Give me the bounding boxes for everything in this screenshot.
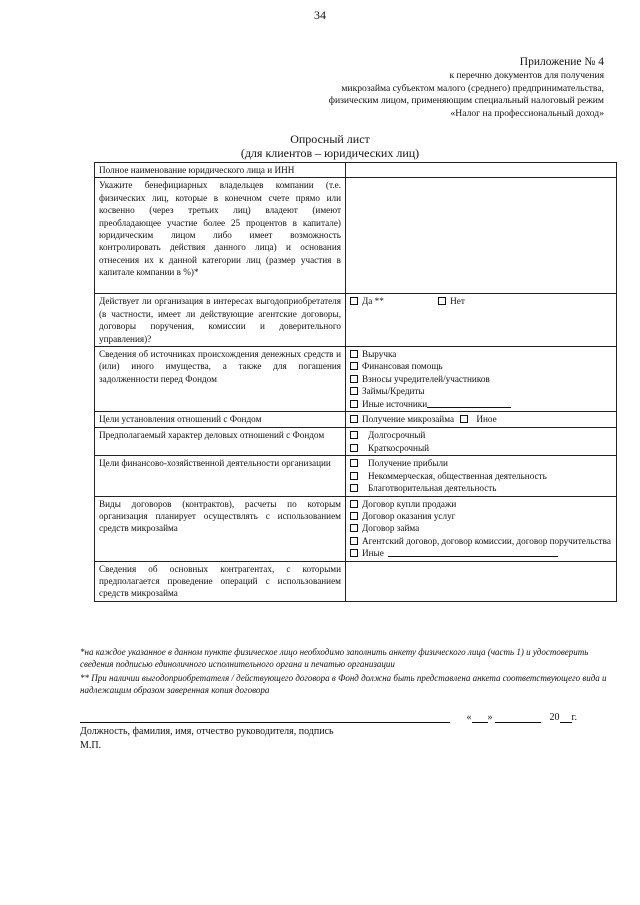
checkbox-icon[interactable]: [350, 297, 358, 305]
footnote-1: *на каждое указанное в данном пункте физическое лицо необходимо заполнить анкету физического лица (часть 1) и удостоверить сведения подписью единоличного исполнительного органа и печатью организации: [80, 647, 589, 669]
checkbox-icon[interactable]: [350, 375, 358, 383]
checkbox-icon[interactable]: [350, 549, 358, 557]
signature-line: « » 20 г.: [80, 712, 605, 723]
row-label-counterparties: Сведения об основных контрагентах, с которыми предполагается проведение операций с использованием средств микрозайма: [95, 561, 346, 601]
option-sale-contract[interactable]: Договор купли продажи: [350, 498, 612, 510]
table-row: [95, 412, 617, 428]
checkbox-icon[interactable]: [350, 431, 358, 439]
row-label-beneficiary-acting: Действует ли организация в интересах выгодоприобретателя (в частности, имеет ли действующие агентские договоры, договоры поручения, комиссии и доверительного управления)?: [95, 294, 346, 347]
row-label-relationship-nature: Предполагаемый характер деловых отношений с Фондом: [95, 428, 346, 456]
other-sources-blank[interactable]: [427, 398, 511, 408]
appendix-title: Приложение № 4: [519, 56, 604, 68]
form-subtitle: (для клиентов – юридических лиц): [240, 146, 420, 160]
activity-goals-options: [346, 456, 617, 496]
row-label-activity-goals: Цели финансово-хозяйственной деятельности организации: [95, 456, 346, 496]
form-title: Опросный лист: [290, 132, 370, 146]
row-label-company-name: Полное наименование юридического лица и ИНН: [95, 163, 346, 178]
option-microloan[interactable]: Получение микрозайма: [350, 413, 454, 425]
other-contract-blank[interactable]: [388, 547, 558, 557]
option-profit[interactable]: Получение прибыли: [350, 457, 612, 469]
appendix-line: микрозайма субъектом малого (среднего) предпринимательства,: [341, 82, 604, 94]
signature-caption: Должность, фамилия, имя, отчество руководителя, подпись: [80, 726, 334, 737]
table-row: [95, 163, 617, 178]
page-number: 34: [314, 8, 326, 22]
checkbox-icon[interactable]: [438, 297, 446, 305]
option-non-commercial[interactable]: Некоммерческая, общественная деятельность: [350, 470, 612, 482]
table-row: [95, 456, 617, 496]
stamp-label: М.П.: [80, 740, 102, 751]
beneficiaries-field[interactable]: [346, 178, 617, 294]
checkbox-icon[interactable]: [350, 524, 358, 532]
appendix-header: [329, 56, 604, 120]
option-agency-contract[interactable]: Агентский договор, договор комиссии, договор поручительства: [350, 535, 612, 547]
checkbox-icon[interactable]: [350, 472, 358, 480]
option-other-sources[interactable]: Иные источники: [350, 398, 612, 410]
day-blank[interactable]: [472, 713, 488, 723]
row-label-relationship-goals: Цели установления отношений с Фондом: [95, 412, 346, 428]
option-long-term[interactable]: Долгосрочный: [350, 429, 612, 441]
row-label-funds-sources: Сведения об источниках происхождения денежных средств и (или) иного имущества, а также для погашения задолженности перед Фондом: [95, 347, 346, 412]
checkbox-icon[interactable]: [350, 415, 358, 423]
option-financial-aid[interactable]: Финансовая помощь: [350, 360, 612, 372]
option-charity[interactable]: Благотворительная деятельность: [350, 482, 612, 494]
row-label-beneficiaries: Укажите бенефициарных владельцев компании (т.е. физических лиц, которые в конечном счете прямо или косвенно (через третьих лиц) владеют (имеют преобладающее участие более 25 процентов в капитале) юридическим лицом либо имеет возможность контролировать действия данного лица) и основания отнесения их к данной категории лиц (размер участия в капитале компании в %)*: [95, 178, 346, 294]
table-row: [95, 496, 617, 561]
footnote-2: ** При наличии выгодоприобретателя / действующего договора в Фонд должна быть представлена анкета соответствующего вида и надлежащим образом заверенная копия договора: [80, 673, 607, 695]
table-row: [95, 561, 617, 601]
form-heading: [0, 132, 640, 160]
questionnaire-table: [94, 162, 617, 602]
contract-types-options: [346, 496, 617, 561]
table-row: [95, 347, 617, 412]
appendix-line: «Налог на профессиональный доход»: [450, 107, 604, 119]
option-service-contract[interactable]: Договор оказания услуг: [350, 510, 612, 522]
checkbox-icon[interactable]: [350, 362, 358, 370]
option-founder-contributions[interactable]: Взносы учредителей/участников: [350, 373, 612, 385]
checkbox-icon[interactable]: [350, 400, 358, 408]
month-blank[interactable]: [495, 713, 541, 723]
table-row: [95, 294, 617, 347]
checkbox-icon[interactable]: [350, 484, 358, 492]
table-row: [95, 428, 617, 456]
checkbox-icon[interactable]: [350, 444, 358, 452]
counterparties-field[interactable]: [346, 561, 617, 601]
row-label-contract-types: Виды договоров (контрактов), расчеты по которым организация планирует осуществлять с использованием средств микрозайма: [95, 496, 346, 561]
option-other-contract[interactable]: Иные: [350, 547, 612, 559]
checkbox-icon[interactable]: [350, 537, 358, 545]
table-row: [95, 178, 617, 294]
checkbox-icon[interactable]: [350, 459, 358, 467]
option-loan-contract[interactable]: Договор займа: [350, 522, 612, 534]
option-yes[interactable]: Да **: [350, 295, 384, 307]
funds-sources-options: [346, 347, 617, 412]
option-loans[interactable]: Займы/Кредиты: [350, 385, 612, 397]
appendix-line: физическим лицом, применяющим специальный налоговый режим: [328, 95, 604, 107]
checkbox-icon[interactable]: [460, 415, 468, 423]
relationship-nature-options: [346, 428, 617, 456]
checkbox-icon[interactable]: [350, 500, 358, 508]
company-name-field[interactable]: [346, 163, 617, 178]
relationship-goals-options: [346, 412, 617, 428]
option-no[interactable]: Нет: [438, 295, 465, 307]
option-revenue[interactable]: Выручка: [350, 348, 612, 360]
checkbox-icon[interactable]: [350, 512, 358, 520]
option-other-goal[interactable]: Иное: [460, 413, 496, 425]
year-blank[interactable]: [560, 713, 572, 723]
appendix-line: к перечню документов для получения: [449, 70, 604, 82]
option-short-term[interactable]: Краткосрочный: [350, 442, 612, 454]
signature-blank[interactable]: [80, 713, 450, 723]
checkbox-icon[interactable]: [350, 387, 358, 395]
beneficiary-options: [346, 294, 617, 347]
checkbox-icon[interactable]: [350, 350, 358, 358]
